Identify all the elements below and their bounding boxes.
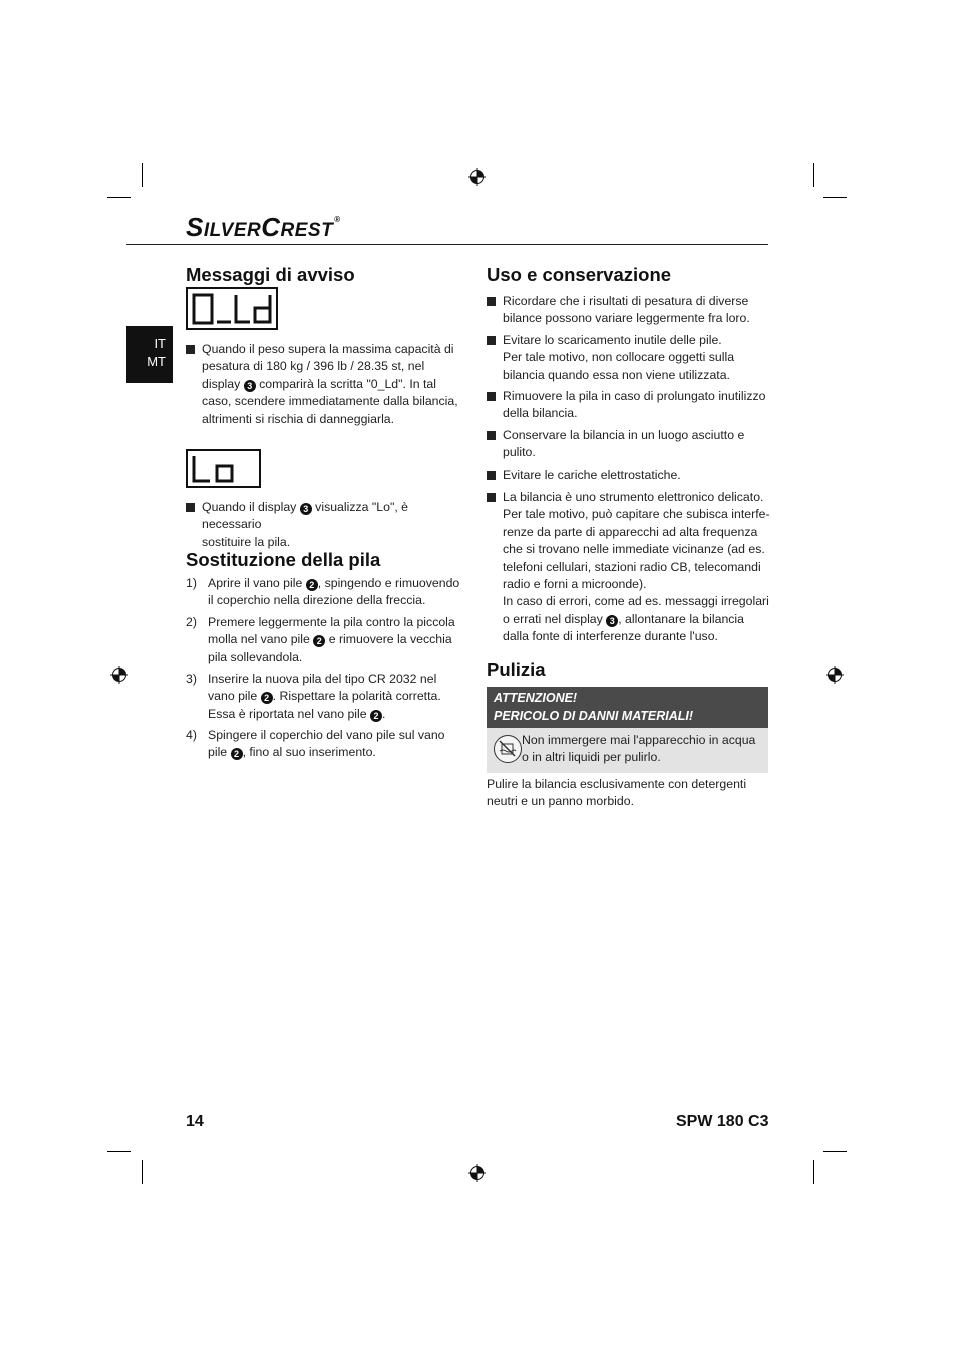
text-run: visualizza "Lo", è necessario sostituire la pila. xyxy=(202,500,408,549)
bullet-text: Conservare la bilancia in un luogo asciutto e pulito. xyxy=(503,428,745,460)
section-heading-battery: Sostituzione della pila xyxy=(186,549,381,570)
crop-mark xyxy=(107,197,131,198)
reference-number-badge: 3 xyxy=(244,380,256,392)
text-run: Quando il display xyxy=(202,500,300,514)
text-run: , allontanare la bilancia dalla fonte di interferenze durante l'uso. xyxy=(503,611,745,644)
bullet-text xyxy=(202,499,468,551)
registration-mark-icon xyxy=(110,666,128,684)
reference-number-badge: 2 xyxy=(370,710,382,722)
logo-letter: C xyxy=(261,212,281,242)
logo-letter: S xyxy=(186,212,204,242)
bullet-item xyxy=(186,341,468,428)
reference-number-badge: 2 xyxy=(306,579,318,591)
language-code: MT xyxy=(147,354,166,369)
cleaning-text: Pulire la bilancia esclusivamente con detergenti neutri e un panno morbido. xyxy=(487,777,747,809)
warning-body xyxy=(487,728,768,773)
bullet-square-icon xyxy=(487,431,496,440)
brand-logo xyxy=(186,212,341,243)
registration-mark-icon xyxy=(826,666,844,684)
bullet-text: Ricordare che i risultati di pesatura di diverse bilance possono variare leggermente fra loro. xyxy=(503,294,750,326)
text-run: Spingere il coperchio del vano pile sul vano pile xyxy=(208,728,445,760)
bullet-text: Rimuovere la pila in caso di prolungato inutilizzo della bilancia. xyxy=(503,389,766,421)
step-text xyxy=(208,727,445,762)
step-text xyxy=(208,575,459,610)
display-0-ld xyxy=(186,287,278,330)
bullet-square-icon xyxy=(487,336,496,345)
language-tab xyxy=(126,326,173,383)
crop-mark xyxy=(823,1151,847,1152)
text-run: Aprire il vano pile xyxy=(208,576,306,590)
bullet-square-icon xyxy=(186,345,195,354)
page-number: 14 xyxy=(186,1113,204,1130)
bullet-square-icon xyxy=(487,493,496,502)
bullet-text xyxy=(503,489,770,646)
logo-letters: ILVER xyxy=(203,220,262,241)
registration-mark-icon xyxy=(468,1164,486,1182)
text-run: La bilancia è uno strumento elettronico delicato. Per tale motivo, può capitare che subisca interfe- renze da parte di apparecchi ad alta frequenza che si trovano nelle immediate vicinanze (ad es. telefoni cellulari, stazioni radio CB, telecomandi radio e forni a microonde). In caso di errori, come ad es. messaggi irregolari o errati nel display xyxy=(503,490,770,626)
logo-letters: REST xyxy=(280,220,334,241)
crop-mark xyxy=(813,163,814,187)
step-number: 4) xyxy=(186,728,197,742)
text-run: Inserire la nuova pila del tipo CR 2032 nel vano pile xyxy=(208,672,437,704)
step-number: 3) xyxy=(186,672,197,686)
registered-mark: ® xyxy=(334,215,341,224)
bullet-item xyxy=(487,427,770,462)
crop-mark xyxy=(142,1160,143,1184)
text-run: comparirà la scritta "0_Ld". In tal caso, scendere immediatamente dalla bilancia, altrimenti si rischia di danneggiarla. xyxy=(202,376,458,426)
bullet-item xyxy=(487,293,770,328)
step-item xyxy=(186,671,470,723)
reference-number-badge: 3 xyxy=(606,615,618,627)
bullet-item xyxy=(186,499,468,551)
display-lo xyxy=(186,449,261,488)
crop-mark xyxy=(142,163,143,187)
warning-subtitle: PERICOLO DI DANNI MATERIALI! xyxy=(494,709,694,723)
step-number: 1) xyxy=(186,576,197,590)
bullet-square-icon xyxy=(186,503,195,512)
bullet-item xyxy=(487,467,770,484)
bullet-item xyxy=(487,489,770,646)
warning-text: Non immergere mai l'apparecchio in acqua o in altri liquidi per pulirlo. xyxy=(522,733,756,765)
section-heading-usage: Uso e conservazione xyxy=(487,264,672,285)
bullet-text: Evitare le cariche elettrostatiche. xyxy=(503,468,681,482)
text-run: , spingendo e rimuovendo il coperchio nella direzione della freccia. xyxy=(208,576,460,608)
bullet-square-icon xyxy=(487,471,496,480)
step-item xyxy=(186,727,470,762)
text-run: . xyxy=(382,706,386,721)
section-heading-warnings: Messaggi di avviso xyxy=(186,264,355,285)
bullet-square-icon xyxy=(487,297,496,306)
no-immersion-icon xyxy=(494,735,522,763)
crop-mark xyxy=(823,197,847,198)
bullet-text xyxy=(202,341,458,428)
warning-title: ATTENZIONE! xyxy=(494,691,578,705)
text-run: e rimuovere la vecchia pila sollevandola. xyxy=(208,632,452,664)
crop-mark xyxy=(813,1160,814,1184)
bullet-item xyxy=(487,332,770,384)
bullet-text: Evitare lo scaricamento inutile delle pile. Per tale motivo, non collocare oggetti sulla bilancia quando essa non viene utilizzata. xyxy=(503,333,735,382)
section-heading-cleaning: Pulizia xyxy=(487,659,546,680)
text-run: . Rispettare la polarità corretta. Essa è riportata nel vano pile xyxy=(208,689,441,721)
language-code: IT xyxy=(154,336,166,351)
step-text xyxy=(208,614,455,666)
registration-mark-icon xyxy=(468,168,486,186)
crop-mark xyxy=(107,1151,131,1152)
step-number: 2) xyxy=(186,615,197,629)
text-run: , fino al suo inserimento. xyxy=(242,745,376,760)
header-rule xyxy=(126,244,768,245)
step-text xyxy=(208,671,441,723)
step-item xyxy=(186,575,470,610)
reference-number-badge: 2 xyxy=(313,635,325,647)
text-run: Quando il peso supera la massima capacità di pesatura di 180 kg / 396 lb / 28.35 st, nel display xyxy=(202,342,454,391)
text-run: Premere leggermente la pila contro la piccola molla nel vano pile xyxy=(208,615,455,647)
reference-number-badge: 2 xyxy=(261,692,273,704)
bullet-square-icon xyxy=(487,392,496,401)
step-item xyxy=(186,614,470,666)
warning-header xyxy=(487,687,768,728)
reference-number-badge: 2 xyxy=(231,748,243,760)
reference-number-badge: 3 xyxy=(300,503,312,515)
bullet-item xyxy=(487,388,770,423)
model-number: SPW 180 C3 xyxy=(676,1113,769,1130)
